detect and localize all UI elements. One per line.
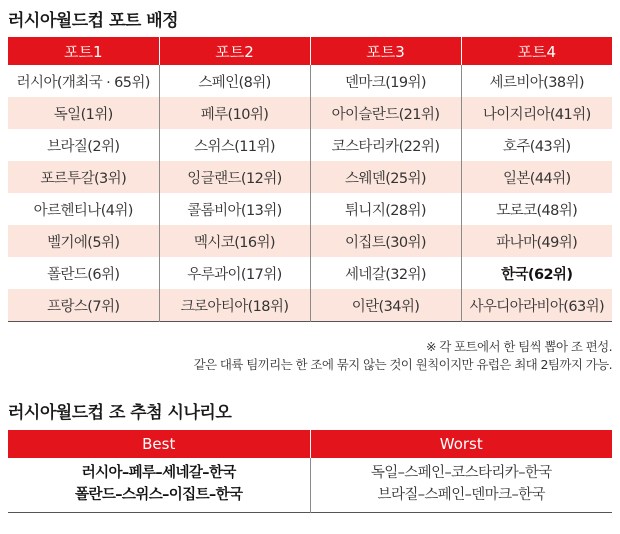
table-row (8, 161, 612, 193)
table-cell: 코스타리카(22위) (310, 129, 461, 161)
table-cell: 모로코(48위) (461, 193, 612, 225)
best-header: Best (8, 430, 310, 458)
pot-header-1: 포트1 (8, 37, 159, 65)
worst-scenario-line: 독일–스페인–코스타리카–한국 (370, 465, 552, 481)
table-cell: 스웨덴(25위) (310, 161, 461, 193)
table-cell: 호주(43위) (461, 129, 612, 161)
footnote-continent-rule: 같은 대륙 팀끼리는 한 조에 묶지 않는 것이 원칙이지만 유럽은 최대 2팀까지 가능. (193, 357, 612, 372)
table-cell: 파나마(49위) (461, 225, 612, 257)
table-cell: 일본(44위) (461, 161, 612, 193)
table-cell: 콜롬비아(13위) (159, 193, 310, 225)
table-cell: 덴마크(19위) (310, 65, 461, 97)
table-row (8, 257, 612, 289)
table-cell: 크로아티아(18위) (159, 289, 310, 322)
table-row (8, 193, 612, 225)
table-cell: 세네갈(32위) (310, 257, 461, 289)
pot-table (8, 37, 612, 322)
table-cell: 브라질(2위) (47, 138, 120, 155)
table-cell: 페루(10위) (159, 97, 310, 129)
table-cell: 잉글랜드(12위) (159, 161, 310, 193)
table-cell: 스페인(8위) (159, 65, 310, 97)
table-row (8, 225, 612, 257)
pot-header-3: 포트3 (310, 37, 461, 65)
table-cell: 스위스(11위) (159, 129, 310, 161)
best-scenario-line: 폴란드–스위스–이집트–한국 (75, 487, 243, 503)
table-row (8, 289, 612, 322)
table-cell: 멕시코(16위) (159, 225, 310, 257)
scenario-title: 러시아월드컵 조 추첨 시나리오 (8, 403, 232, 423)
table-cell: 러시아(개최국 · 65위) (16, 74, 150, 91)
table-cell: 아르헨티나(4위) (33, 202, 133, 219)
footnote-draw-rule: ※ 각 포트에서 한 팀씩 뽑아 조 편성. (425, 339, 612, 354)
table-cell: 아이슬란드(21위) (310, 97, 461, 129)
table-cell: 세르비아(38위) (461, 65, 612, 97)
table-cell: 폴란드(6위) (47, 266, 120, 283)
pot-header-4: 포트4 (461, 37, 612, 65)
highlighted-korea-cell: 한국(62위) (461, 257, 612, 289)
worst-header: Worst (310, 430, 612, 458)
table-cell: 포르투갈(3위) (8, 161, 159, 193)
table-cell: 독일(1위) (8, 97, 159, 129)
table-row (8, 97, 612, 129)
table-cell: 사우디아라비아(63위) (461, 289, 612, 322)
best-scenario-cell (8, 458, 310, 513)
table-cell: 우루과이(17위) (159, 257, 310, 289)
scenario-table (8, 430, 612, 513)
table-cell: 이집트(30위) (310, 225, 461, 257)
pot-allocation-title: 러시아월드컵 포트 배정 (8, 11, 179, 31)
table-row (8, 129, 612, 161)
table-cell: 튀니지(28위) (310, 193, 461, 225)
table-cell: 나이지리아(41위) (461, 97, 612, 129)
scenario-header-row (8, 430, 612, 458)
table-cell: 이란(34위) (310, 289, 461, 322)
pot-header-row (8, 37, 612, 65)
scenario-row (8, 458, 612, 513)
best-scenario-line: 러시아–페루–세네갈–한국 (81, 465, 236, 481)
table-cell: 프랑스(7위) (8, 289, 159, 322)
table-row (8, 65, 612, 97)
worst-scenario-cell (310, 458, 612, 513)
worst-scenario-line: 브라질–스페인–덴마크–한국 (377, 487, 545, 503)
pot-header-2: 포트2 (159, 37, 310, 65)
table-cell: 벨기에(5위) (8, 225, 159, 257)
